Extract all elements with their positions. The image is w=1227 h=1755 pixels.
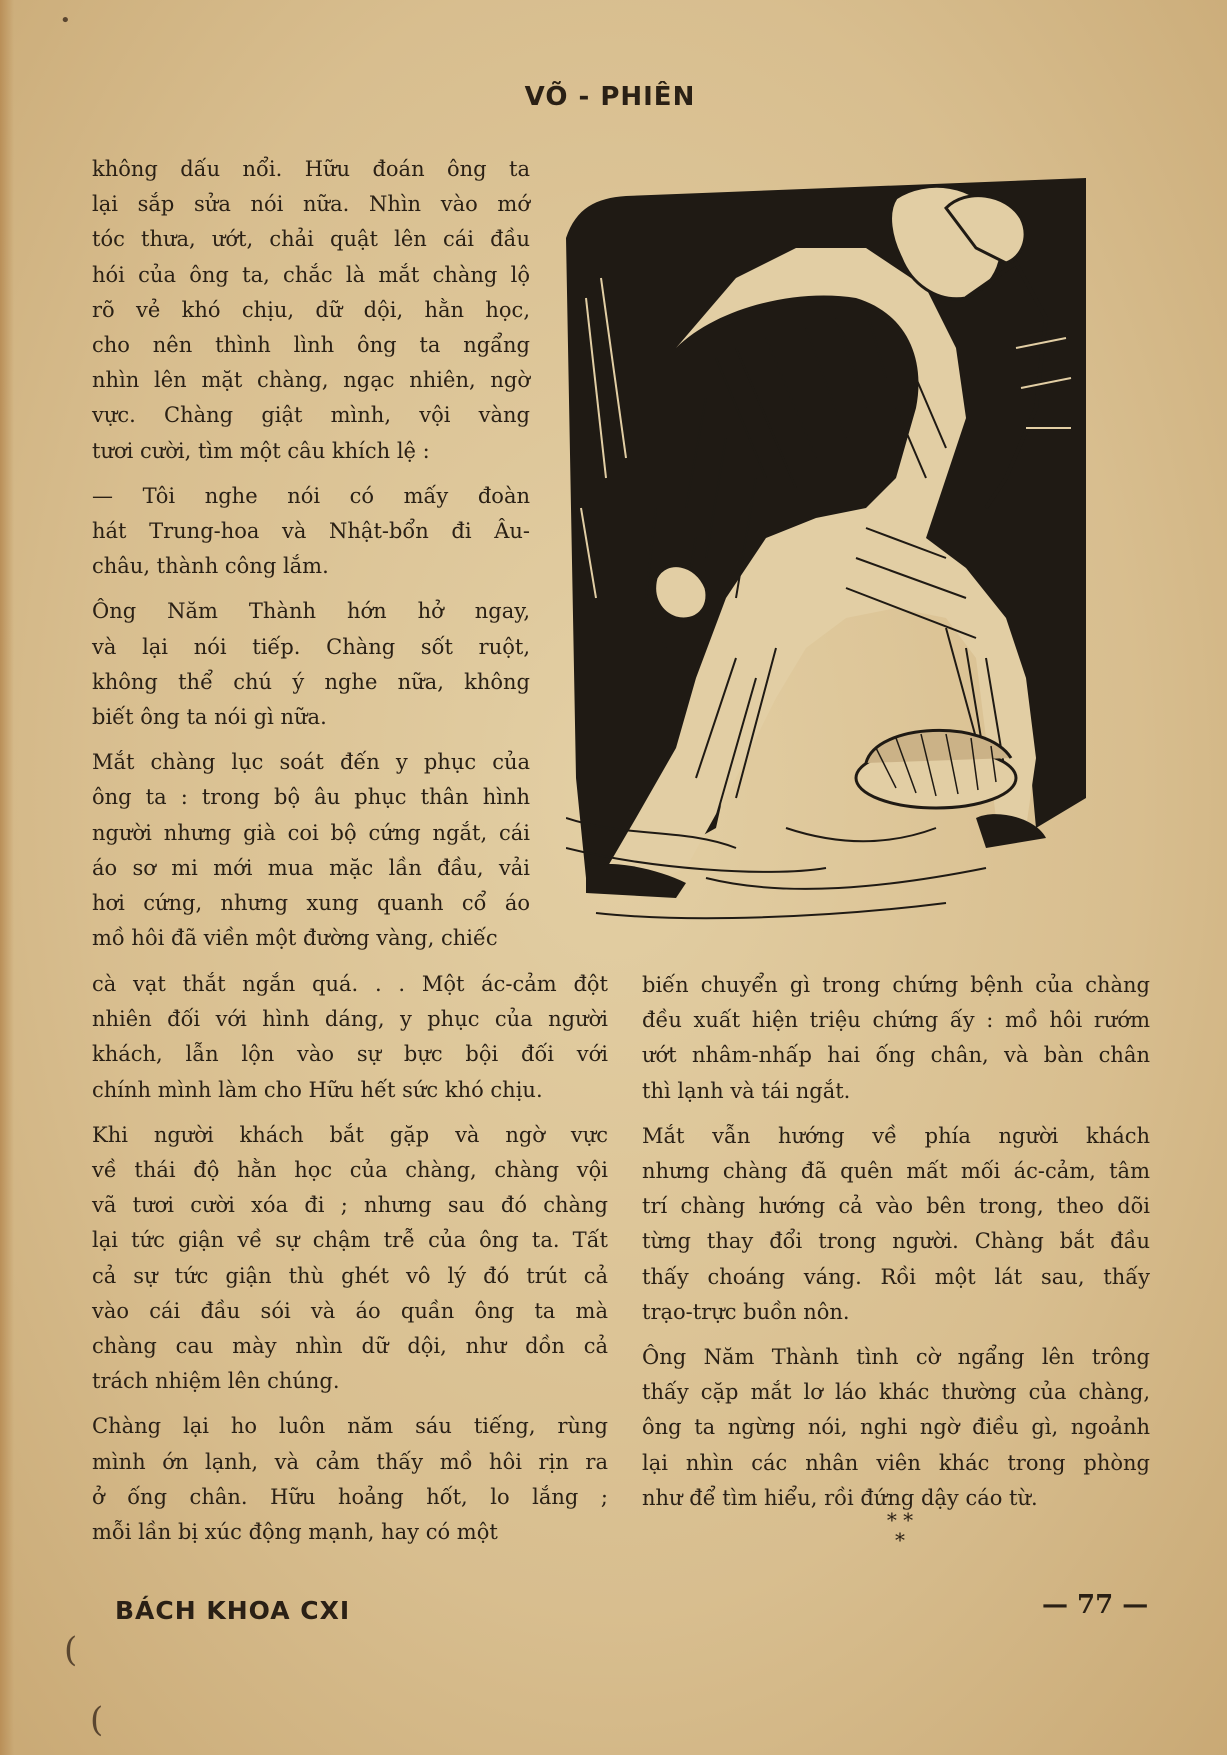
footer-magazine-title: BÁCH KHOA CXI: [115, 1596, 351, 1625]
right-column-text: [642, 968, 1150, 1526]
text-line: nhưng chàng đã quên mất mối ác-cảm, tâm: [642, 1159, 1150, 1184]
text-line: tươi cười, tìm một câu khích lệ :: [92, 438, 430, 463]
text-line: lại sắp sửa nói nữa. Nhìn vào mớ: [92, 192, 530, 217]
text-line: lại tức giận về sự chậm trễ của ông ta. Tất: [92, 1228, 608, 1253]
text-line: trách nhiệm lên chúng.: [92, 1369, 340, 1394]
text-line: Mắt vẫn hướng về phía người khách: [642, 1123, 1150, 1148]
margin-mark: (: [64, 1630, 78, 1670]
margin-mark: (: [90, 1700, 104, 1740]
paragraph: [642, 1119, 1150, 1330]
text-line: vào cái đầu sói và áo quần ông ta mà: [92, 1298, 608, 1323]
text-line: như để tìm hiểu, rồi đứng dậy cáo từ.: [642, 1485, 1038, 1510]
text-line: cà vạt thắt ngắn quá. . . Một ác-cảm đột: [92, 972, 608, 996]
text-line: áo sơ mi mới mua mặc lần đầu, vải: [92, 855, 530, 880]
illustration-seated-man: [566, 178, 1086, 930]
text-line: cho nên thình lình ông ta ngẩng: [92, 333, 530, 358]
text-line: mình ớn lạnh, và cảm thấy mồ hôi rịn ra: [92, 1449, 608, 1474]
text-line: đều xuất hiện triệu chứng ấy : mồ hôi rướm: [642, 1008, 1150, 1033]
text-line: Ông Năm Thành tình cờ ngẩng lên trông: [642, 1345, 1150, 1370]
footer-page-number: — 77 —: [1042, 1590, 1149, 1620]
left-wide-column-text: [92, 967, 608, 1560]
text-line: rõ vẻ khó chịu, dữ dội, hằn học,: [92, 297, 530, 322]
paragraph: [92, 745, 530, 956]
text-line: khách, lẫn lộn vào sự bực bội đối với: [92, 1042, 608, 1067]
text-line: Ông Năm Thành hớn hở ngay,: [92, 599, 530, 624]
paragraph: [92, 1118, 608, 1400]
paragraph: [92, 967, 608, 1108]
text-line: châu, thành công lắm.: [92, 554, 329, 579]
text-line: vực. Chàng giật mình, vội vàng: [92, 403, 530, 428]
text-line: chính mình làm cho Hữu hết sức khó chịu.: [92, 1077, 543, 1102]
text-line: chàng cau mày nhìn dữ dội, như dồn cả: [92, 1334, 608, 1359]
text-line: thì lạnh và tái ngắt.: [642, 1078, 851, 1103]
text-line: ở ống chân. Hữu hoảng hốt, lo lắng ;: [92, 1484, 608, 1509]
text-line: thấy cặp mắt lơ láo khác thường của chàng,: [642, 1380, 1150, 1405]
text-line: người nhưng già coi bộ cứng ngắt, cái: [92, 820, 530, 845]
paragraph: [642, 1340, 1150, 1516]
text-line: vã tươi cười xóa đi ; nhưng sau đó chàng: [92, 1193, 608, 1218]
text-line: hát Trung-hoa và Nhật-bổn đi Âu-: [92, 519, 530, 544]
text-line: ướt nhâm-nhấp hai ống chân, và bàn chân: [642, 1043, 1150, 1068]
running-head-author: VÕ - PHIÊN: [524, 82, 696, 112]
text-line: nhìn lên mặt chàng, ngạc nhiên, ngờ: [92, 368, 530, 393]
text-line: và lại nói tiếp. Chàng sốt ruột,: [92, 634, 530, 659]
text-line: không thể chú ý nghe nữa, không: [92, 669, 530, 694]
text-line: thấy choáng váng. Rồi một lát sau, thấy: [642, 1264, 1150, 1289]
text-line: cả sự tức giận thù ghét vô lý đó trút cả: [92, 1263, 608, 1288]
margin-mark: •: [60, 10, 71, 31]
page-edge-shadow: [0, 0, 14, 1755]
text-line: trạo-trực buồn nôn.: [642, 1299, 850, 1324]
text-line: Khi người khách bắt gặp và ngờ vực: [92, 1122, 608, 1147]
paragraph: [92, 152, 530, 469]
text-line: Chàng lại ho luôn năm sáu tiếng, rùng: [92, 1414, 608, 1439]
separator-bottom-star: *: [895, 1528, 905, 1552]
text-line: biến chuyển gì trong chứng bệnh của chàng: [642, 973, 1150, 997]
text-line: tóc thưa, ướt, chải quật lên cái đầu: [92, 227, 530, 252]
text-line: ông ta ngừng nói, nghi ngờ điều gì, ngoảnh: [642, 1415, 1150, 1440]
text-line: về thái độ hằn học của chàng, chàng vội: [92, 1158, 608, 1183]
paragraph: [92, 1409, 608, 1550]
text-line: mỗi lần bị xúc động mạnh, hay có một: [92, 1520, 498, 1545]
left-column-text: [92, 152, 530, 966]
text-line: từng thay đổi trong người. Chàng bắt đầu: [642, 1229, 1150, 1254]
text-line: mồ hôi đã viền một đường vàng, chiếc: [92, 926, 498, 951]
text-line: Mắt chàng lục soát đến y phục của: [92, 750, 530, 775]
text-line: biết ông ta nói gì nữa.: [92, 705, 327, 730]
text-line: — Tôi nghe nói có mấy đoàn: [92, 483, 530, 508]
text-line: hói của ông ta, chắc là mắt chàng lộ: [92, 262, 530, 287]
text-line: nhiên đối với hình dáng, y phục của người: [92, 1007, 608, 1032]
text-line: hơi cứng, nhưng xung quanh cổ áo: [92, 891, 530, 916]
text-line: lại nhìn các nhân viên khác trong phòng: [642, 1450, 1150, 1475]
text-line: không dấu nổi. Hữu đoán ông ta: [92, 157, 530, 181]
text-line: ông ta : trong bộ âu phục thân hình: [92, 785, 530, 810]
paragraph: [642, 968, 1150, 1109]
separator-top-stars: * *: [886, 1508, 914, 1532]
text-line: trí chàng hướng cả vào bên trong, theo dõi: [642, 1194, 1150, 1219]
paragraph: [92, 479, 530, 585]
section-separator: [870, 1510, 930, 1550]
paragraph: [92, 594, 530, 735]
